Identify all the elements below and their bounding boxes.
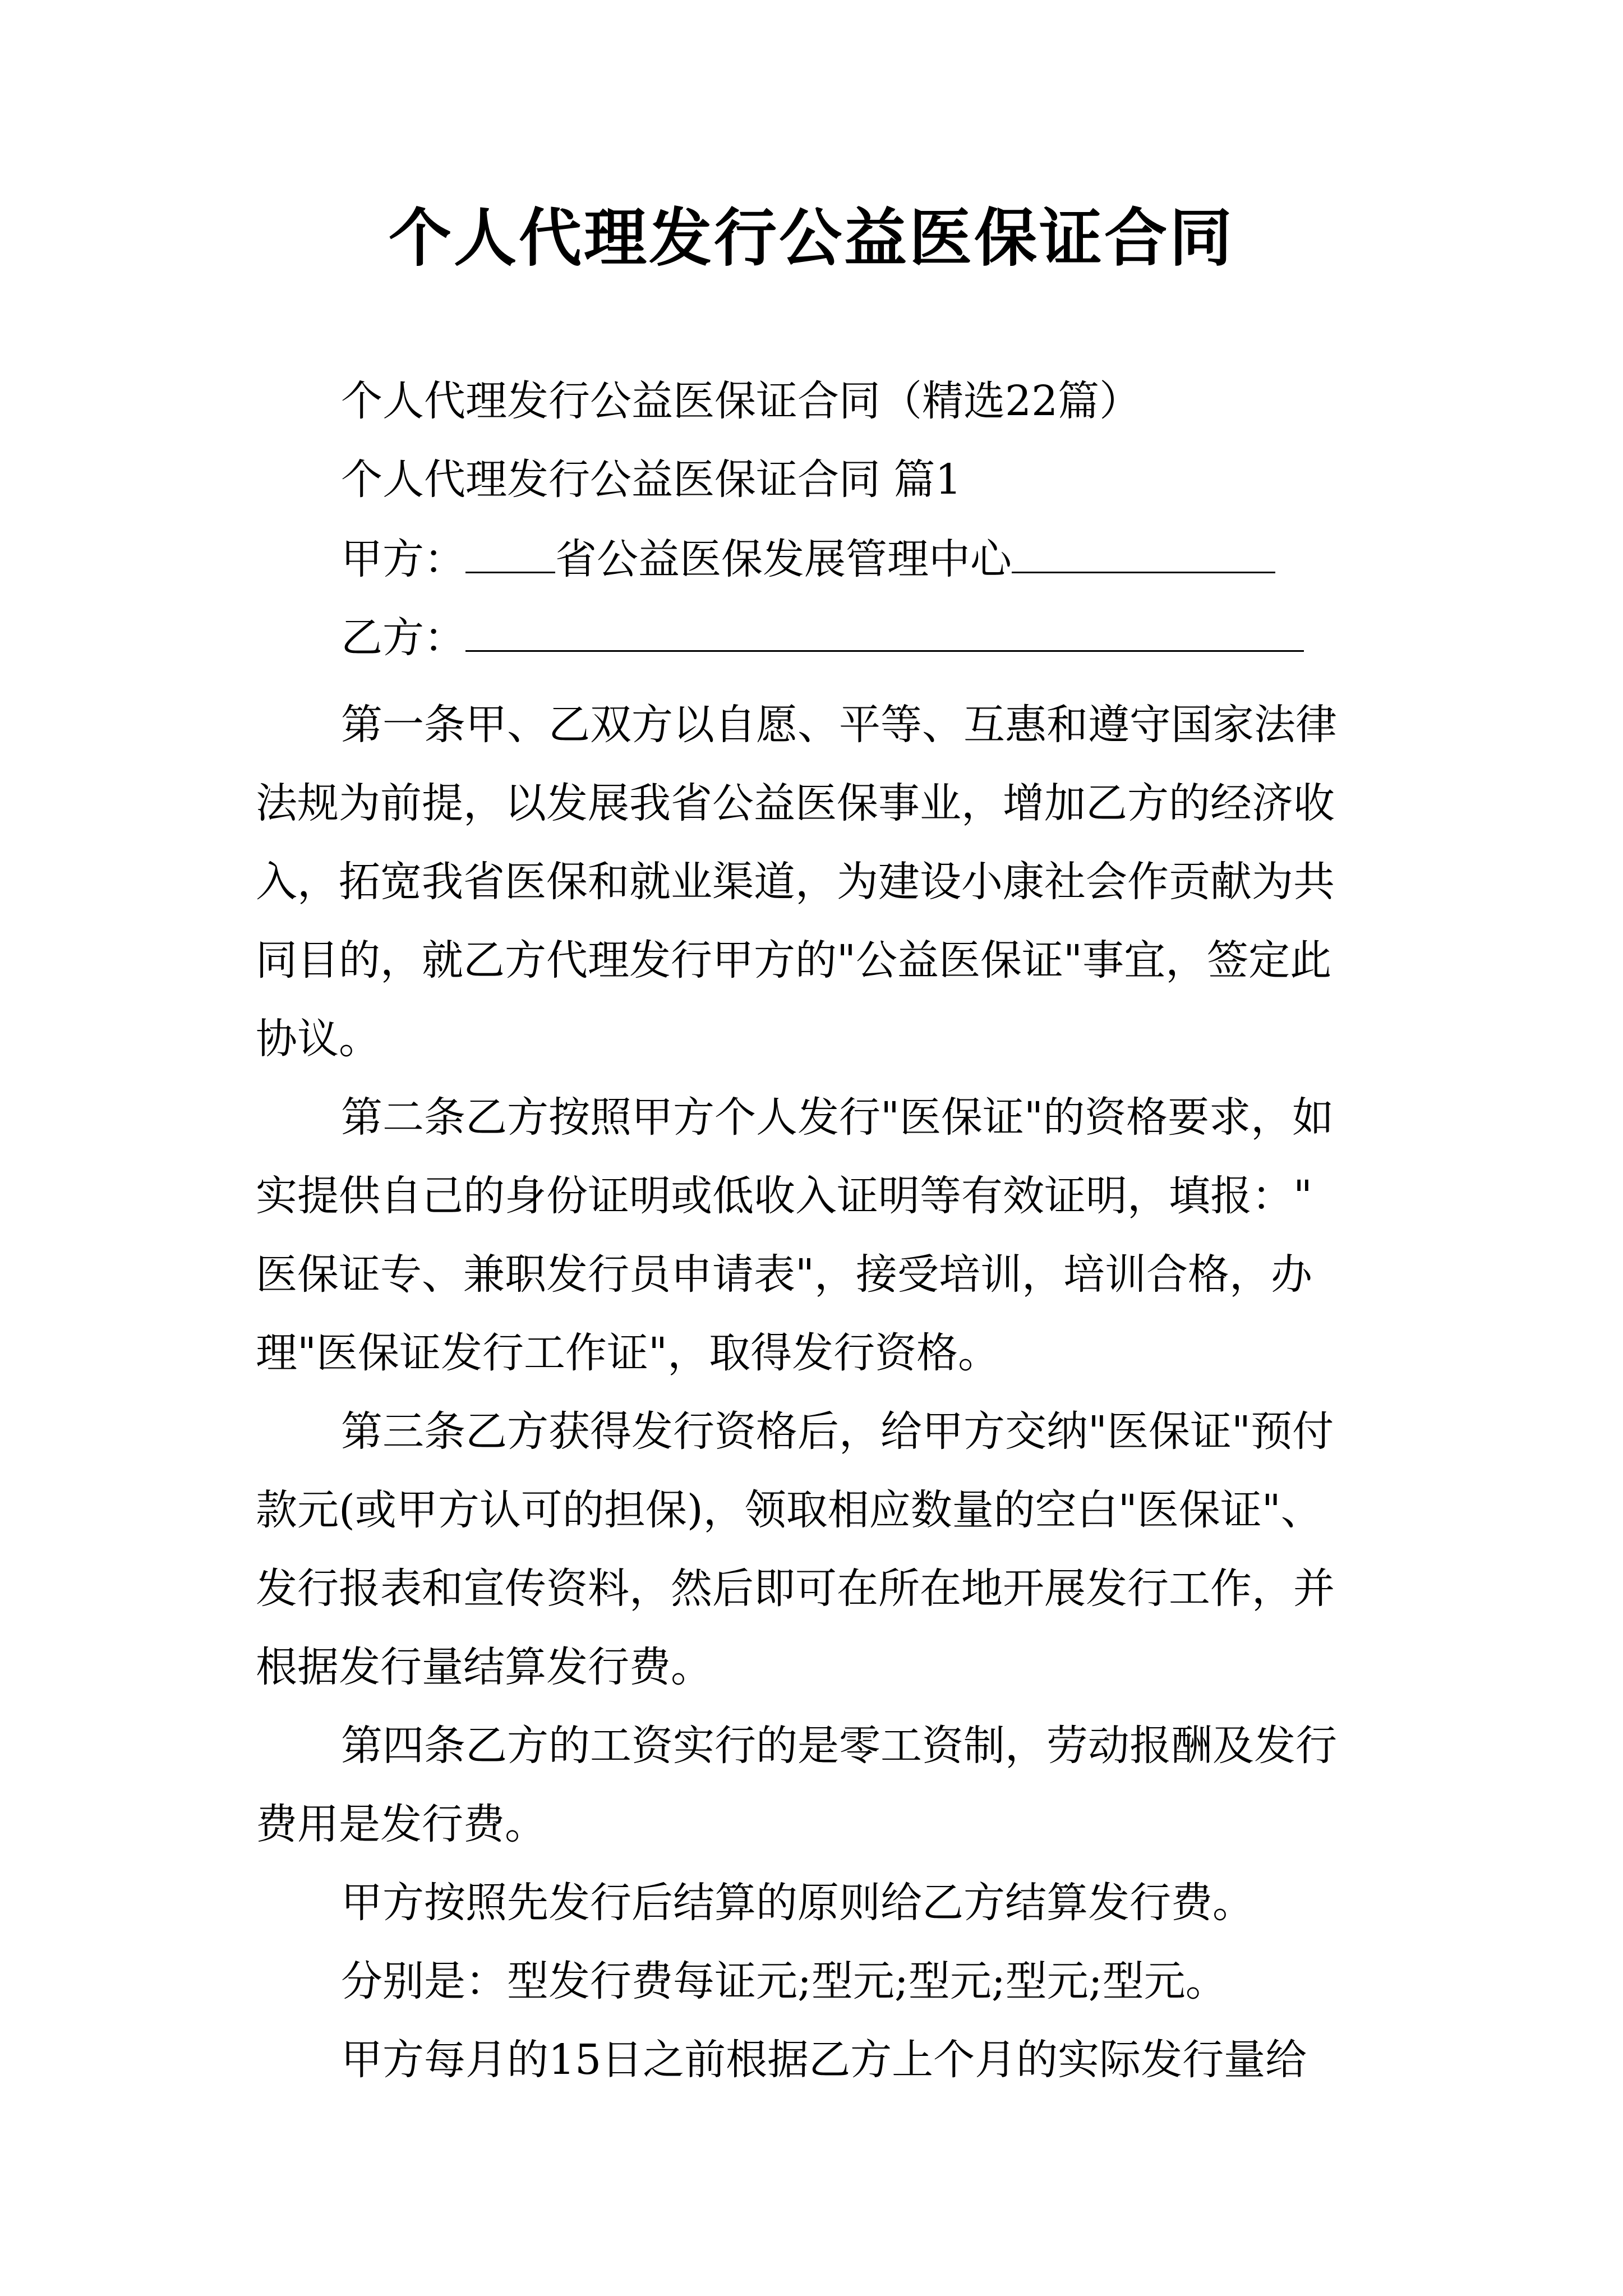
document-title: 个人代理发行公益医保证合同 — [389, 201, 1234, 275]
paragraph-line: 理"医保证发行工作证"，取得发行资格。 — [256, 1329, 1000, 1377]
paragraph-line: 根据发行量结算发行费。 — [256, 1643, 712, 1691]
paragraph-line: 分别是：型发行费每证元;型元;型元;型元;型元。 — [341, 1957, 1227, 2005]
paragraph-line: 法规为前提，以发展我省公益医保事业，增加乙方的经济收 — [256, 779, 1335, 827]
paragraph-line: 款元(或甲方认可的担保)，领取相应数量的空白"医保证"、 — [256, 1486, 1322, 1534]
paragraph-line: 费用是发行费。 — [256, 1800, 546, 1848]
party-a-value: 省公益医保发展管理中心 — [555, 535, 1012, 583]
paragraph-line: 第三条乙方获得发行资格后，给甲方交纳"医保证"预付 — [341, 1407, 1334, 1456]
party-a-blank-after — [1012, 530, 1275, 573]
paragraph-line: 第四条乙方的工资实行的是零工资制，劳动报酬及发行 — [341, 1722, 1337, 1770]
paragraph-line: 甲方每月的15日之前根据乙方上个月的实际发行量给 — [341, 2036, 1307, 2084]
paragraph-line: 医保证专、兼职发行员申请表"，接受培训，培训合格，办 — [256, 1250, 1313, 1299]
section-heading: 个人代理发行公益医保证合同 篇1 — [341, 455, 962, 504]
paragraph-line: 入，拓宽我省医保和就业渠道，为建设小康社会作贡献为共 — [256, 858, 1335, 906]
party-b-label: 乙方： — [341, 614, 465, 662]
party-a-label: 甲方： — [341, 535, 465, 583]
paragraph-line: 第二条乙方按照甲方个人发行"医保证"的资格要求，如 — [341, 1093, 1334, 1142]
party-a-blank-before — [465, 530, 555, 573]
paragraph-line: 甲方按照先发行后结算的原则给乙方结算发行费。 — [341, 1879, 1254, 1927]
party-a-line — [341, 530, 1275, 587]
document-subtitle: 个人代理发行公益医保证合同（精选22篇） — [341, 377, 1141, 425]
paragraph-line: 同目的，就乙方代理发行甲方的"公益医保证"事宜，签定此 — [256, 936, 1332, 984]
paragraph-line: 第一条甲、乙双方以自愿、平等、互惠和遵守国家法律 — [341, 701, 1337, 749]
paragraph-line: 实提供自己的身份证明或低收入证明等有效证明，填报：" — [256, 1172, 1313, 1220]
paragraph-line: 协议。 — [256, 1015, 380, 1063]
party-b-line — [341, 609, 1304, 666]
party-b-blank — [465, 609, 1304, 652]
paragraph-line: 发行报表和宣传资料，然后即可在所在地开展发行工作，并 — [256, 1565, 1335, 1613]
